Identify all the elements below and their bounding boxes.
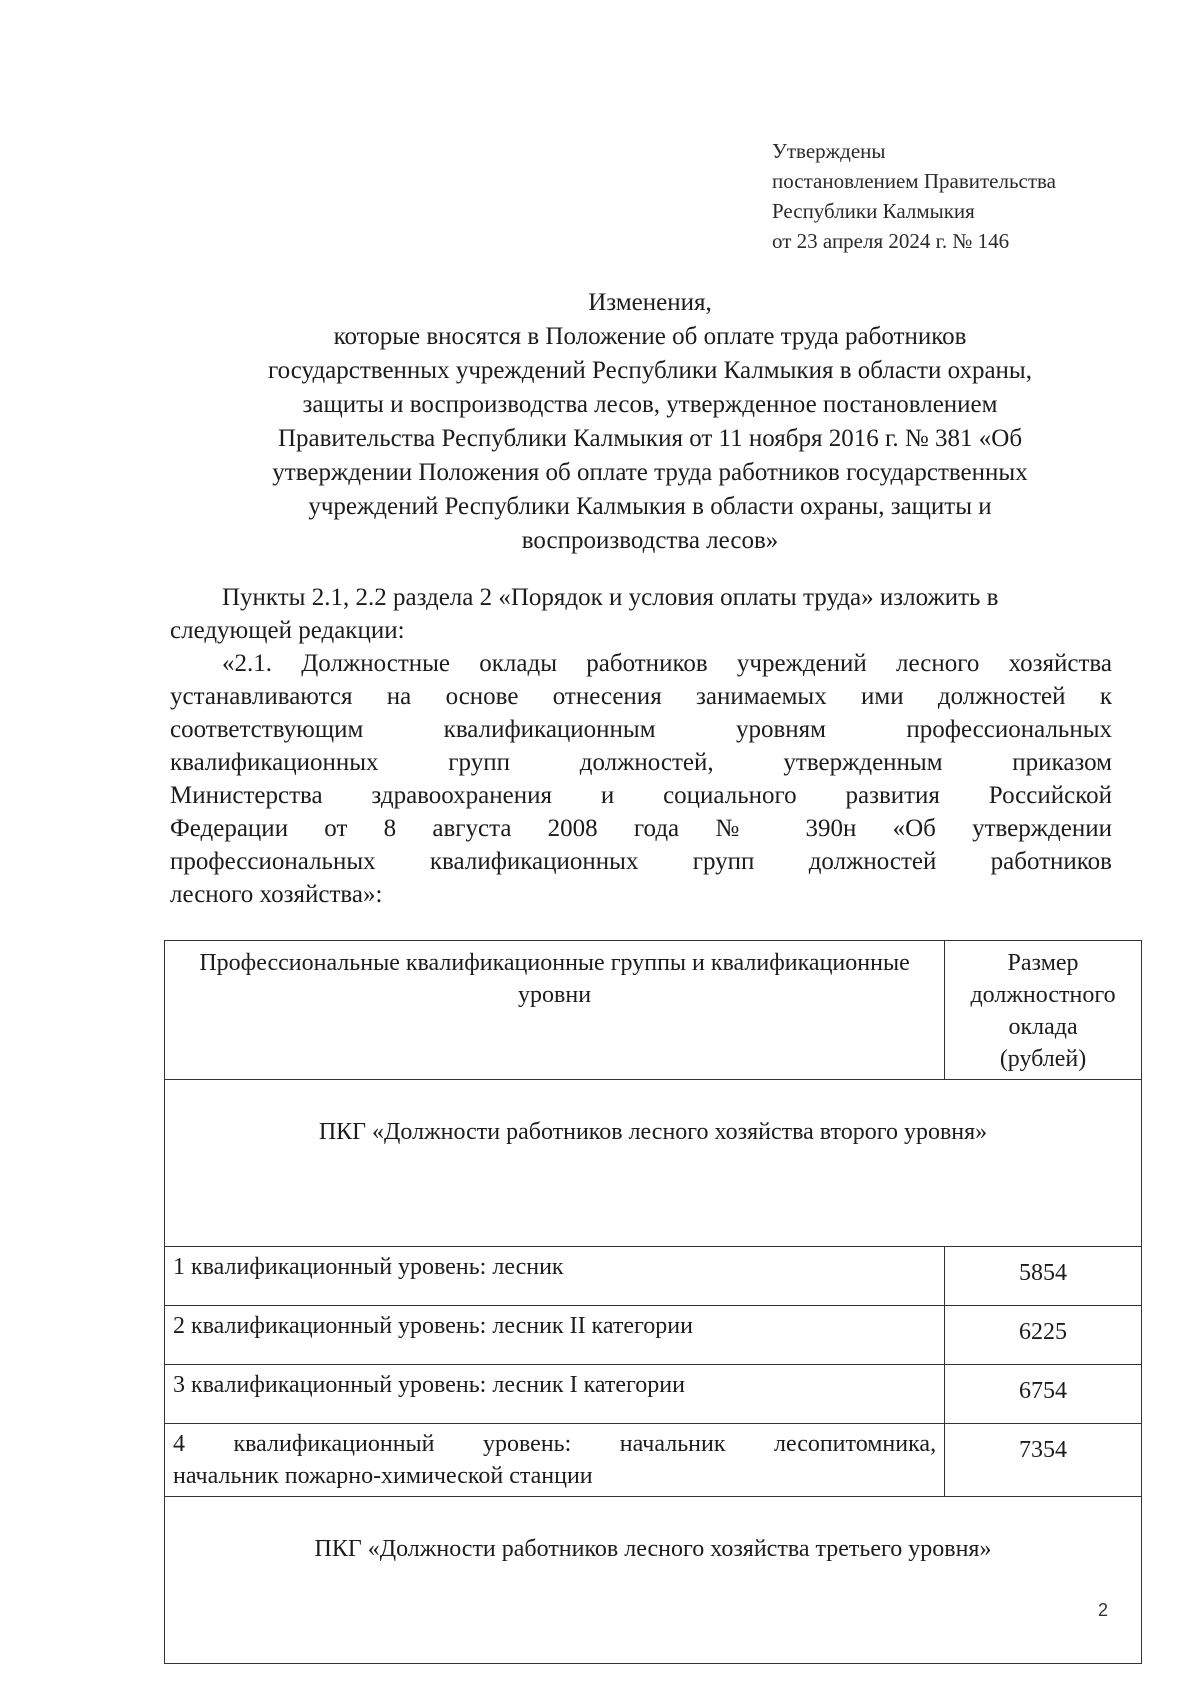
- level-name-line: 4 квалификационный уровень: начальник лесопитомника,: [173, 1431, 937, 1457]
- table-row: [165, 1306, 1142, 1365]
- header-value-cell: [945, 941, 1142, 1080]
- table-header-row: [165, 941, 1142, 1080]
- level-value-cell: 6754: [945, 1365, 1142, 1424]
- level-value-cell: 7354: [945, 1424, 1142, 1497]
- title-line: Изменения,: [588, 289, 712, 316]
- document-title: [190, 286, 1110, 558]
- table-row: [165, 1424, 1142, 1497]
- level-name-cell: 1 квалификационный уровень: лесник: [165, 1247, 945, 1306]
- page-number: 2: [1098, 1600, 1109, 1620]
- approval-line: постановлением Правительства: [772, 169, 1057, 193]
- approval-line: Утверждены: [772, 139, 886, 163]
- title-line: воспроизводства лесов»: [521, 527, 779, 554]
- header-value-line: должностного: [970, 982, 1116, 1008]
- clause-line: устанавливаются на основе отнесения занимаемых ими должностей к: [170, 683, 1112, 710]
- level-value-cell: 6225: [945, 1306, 1142, 1365]
- title-line: государственных учреждений Республики Калмыкия в области охраны,: [268, 357, 1032, 384]
- group-2-cell: ПКГ «Должности работников лесного хозяйства второго уровня»: [165, 1080, 1142, 1247]
- group-row: [165, 1497, 1142, 1664]
- clause-line: профессиональных квалификационных групп должностей работников: [170, 848, 1112, 875]
- clause-line: лесного хозяйства»:: [170, 881, 383, 908]
- table-row: [165, 1247, 1142, 1306]
- clause-line: Федерации от 8 августа 2008 года № 390н «Об утверждении: [170, 815, 1112, 842]
- header-name-cell: Профессиональные квалификационные группы и квалификационные уровни: [165, 941, 945, 1080]
- title-line: которые вносятся в Положение об оплате труда работников: [333, 323, 967, 350]
- header-value-line: оклада: [1008, 1014, 1078, 1040]
- level-name-cell: [165, 1424, 945, 1497]
- group-3-cell: ПКГ «Должности работников лесного хозяйства третьего уровня»: [165, 1497, 1142, 1664]
- intro-paragraph: Пункты 2.1, 2.2 раздела 2 «Порядок и условия оплаты труда» изложить в следующей редакции:: [170, 584, 999, 644]
- clause-paragraph: [170, 647, 1112, 911]
- title-line: утверждении Положения об оплате труда работников государственных: [272, 459, 1028, 486]
- approval-line: от 23 апреля 2024 г. № 146: [772, 229, 1010, 253]
- title-line: защиты и воспроизводства лесов, утвержденное постановлением: [302, 391, 998, 418]
- group-row: [165, 1080, 1142, 1247]
- table-row: [165, 1365, 1142, 1424]
- level-name-cell: 2 квалификационный уровень: лесник II категории: [165, 1306, 945, 1365]
- header-value-line: (рублей): [999, 1046, 1087, 1072]
- header-value-line: Размер: [1007, 950, 1079, 976]
- salary-table: [164, 940, 1142, 1664]
- clause-line: квалификационных групп должностей, утвержденным приказом: [170, 749, 1112, 776]
- level-name-cell: 3 квалификационный уровень: лесник I категории: [165, 1365, 945, 1424]
- title-line: учреждений Республики Калмыкия в области охраны, защиты и: [308, 493, 992, 520]
- level-value-cell: 5854: [945, 1247, 1142, 1306]
- clause-line: «2.1. Должностные оклады работников учреждений лесного хозяйства: [222, 650, 1112, 677]
- level-name-line: начальник пожарно-химической станции: [173, 1463, 593, 1489]
- clause-line: Министерства здравоохранения и социального развития Российской: [170, 782, 1112, 809]
- approval-stamp: [772, 136, 1056, 256]
- clause-line: соответствующим квалификационным уровням профессиональных: [170, 716, 1112, 743]
- approval-line: Республики Калмыкия: [772, 199, 975, 223]
- title-line: Правительства Республики Калмыкия от 11 ноября 2016 г. № 381 «Об: [277, 425, 1023, 452]
